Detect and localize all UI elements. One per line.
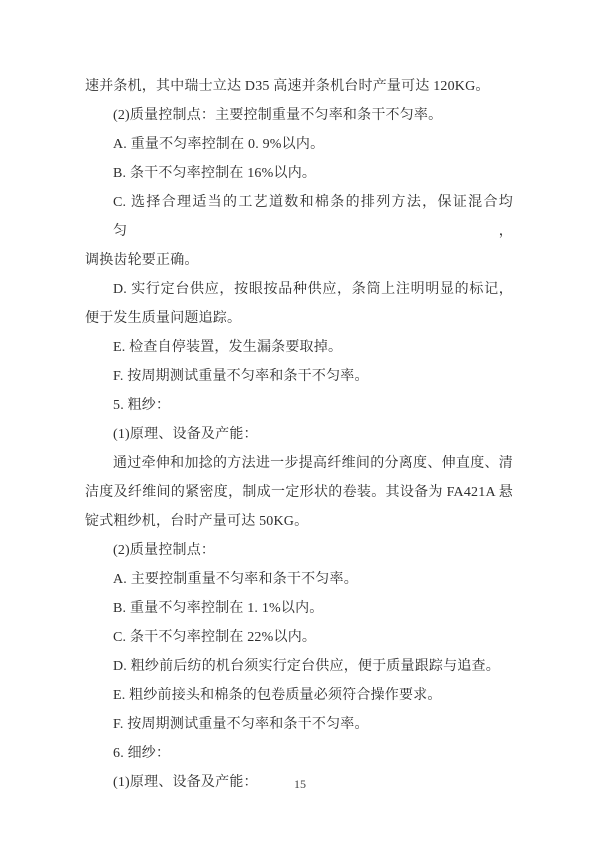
paragraph [85,391,513,420]
text-line: 锭式粗纱机，台时产量可达 50KG。 [85,514,309,529]
paragraph [85,275,513,333]
paragraph [85,449,513,536]
text-line: 6. 细纱： [113,746,171,761]
paragraph [85,159,513,188]
text-line: (1)原理、设备及产能： [113,775,258,790]
text-line: A. 重量不匀率控制在 0. 9%以内。 [113,137,325,152]
text-line: C. 条干不匀率控制在 22%以内。 [113,630,317,645]
text-line: 便于发生质量问题追踪。 [85,311,242,326]
text-line: B. 条干不匀率控制在 16%以内。 [113,166,317,181]
paragraph [85,565,513,594]
paragraph [85,188,513,275]
text-line: 通过牵伸和加捻的方法进一步提高纤维间的分离度、伸直度、清 [113,456,513,471]
page-number: 15 [294,777,306,791]
paragraph [85,594,513,623]
text-line: F. 按周期测试重量不匀率和条干不匀率。 [113,717,369,732]
page-body-text [85,72,513,797]
text-line: 调换齿轮要正确。 [85,253,199,268]
paragraph [85,420,513,449]
paragraph [85,101,513,130]
text-line: E. 检查自停装置，发生漏条要取掉。 [113,340,343,355]
text-line: C. 选择合理适当的工艺道数和棉条的排列方法，保证混合均匀， [113,195,513,239]
paragraph [85,333,513,362]
text-line: (2)质量控制点：主要控制重量不匀率和条干不匀率。 [113,108,443,123]
paragraph [85,623,513,652]
text-line: (1)原理、设备及产能： [113,427,258,442]
paragraph [85,681,513,710]
paragraph [85,362,513,391]
paragraph [85,72,513,101]
paragraph [85,739,513,768]
paragraph [85,710,513,739]
text-line: A. 主要控制重量不匀率和条干不匀率。 [113,572,358,587]
text-line: D. 粗纱前后纺的机台须实行定台供应，便于质量跟踪与追查。 [113,659,500,674]
paragraph [85,130,513,159]
text-line: B. 重量不匀率控制在 1. 1%以内。 [113,601,324,616]
text-line: E. 粗纱前接头和棉条的包卷质量必须符合操作要求。 [113,688,442,703]
text-line: (2)质量控制点： [113,543,216,558]
text-line: 5. 粗纱： [113,398,171,413]
text-line: F. 按周期测试重量不匀率和条干不匀率。 [113,369,369,384]
paragraph [85,536,513,565]
text-line: 洁度及纤维间的紧密度，制成一定形状的卷装。其设备为 FA421A 悬 [85,485,513,500]
text-line: 速并条机，其中瑞士立达 D35 高速并条机台时产量可达 120KG。 [85,79,490,94]
paragraph [85,652,513,681]
text-line: D. 实行定台供应，按眼按品种供应，条筒上注明明显的标记， [113,282,513,297]
